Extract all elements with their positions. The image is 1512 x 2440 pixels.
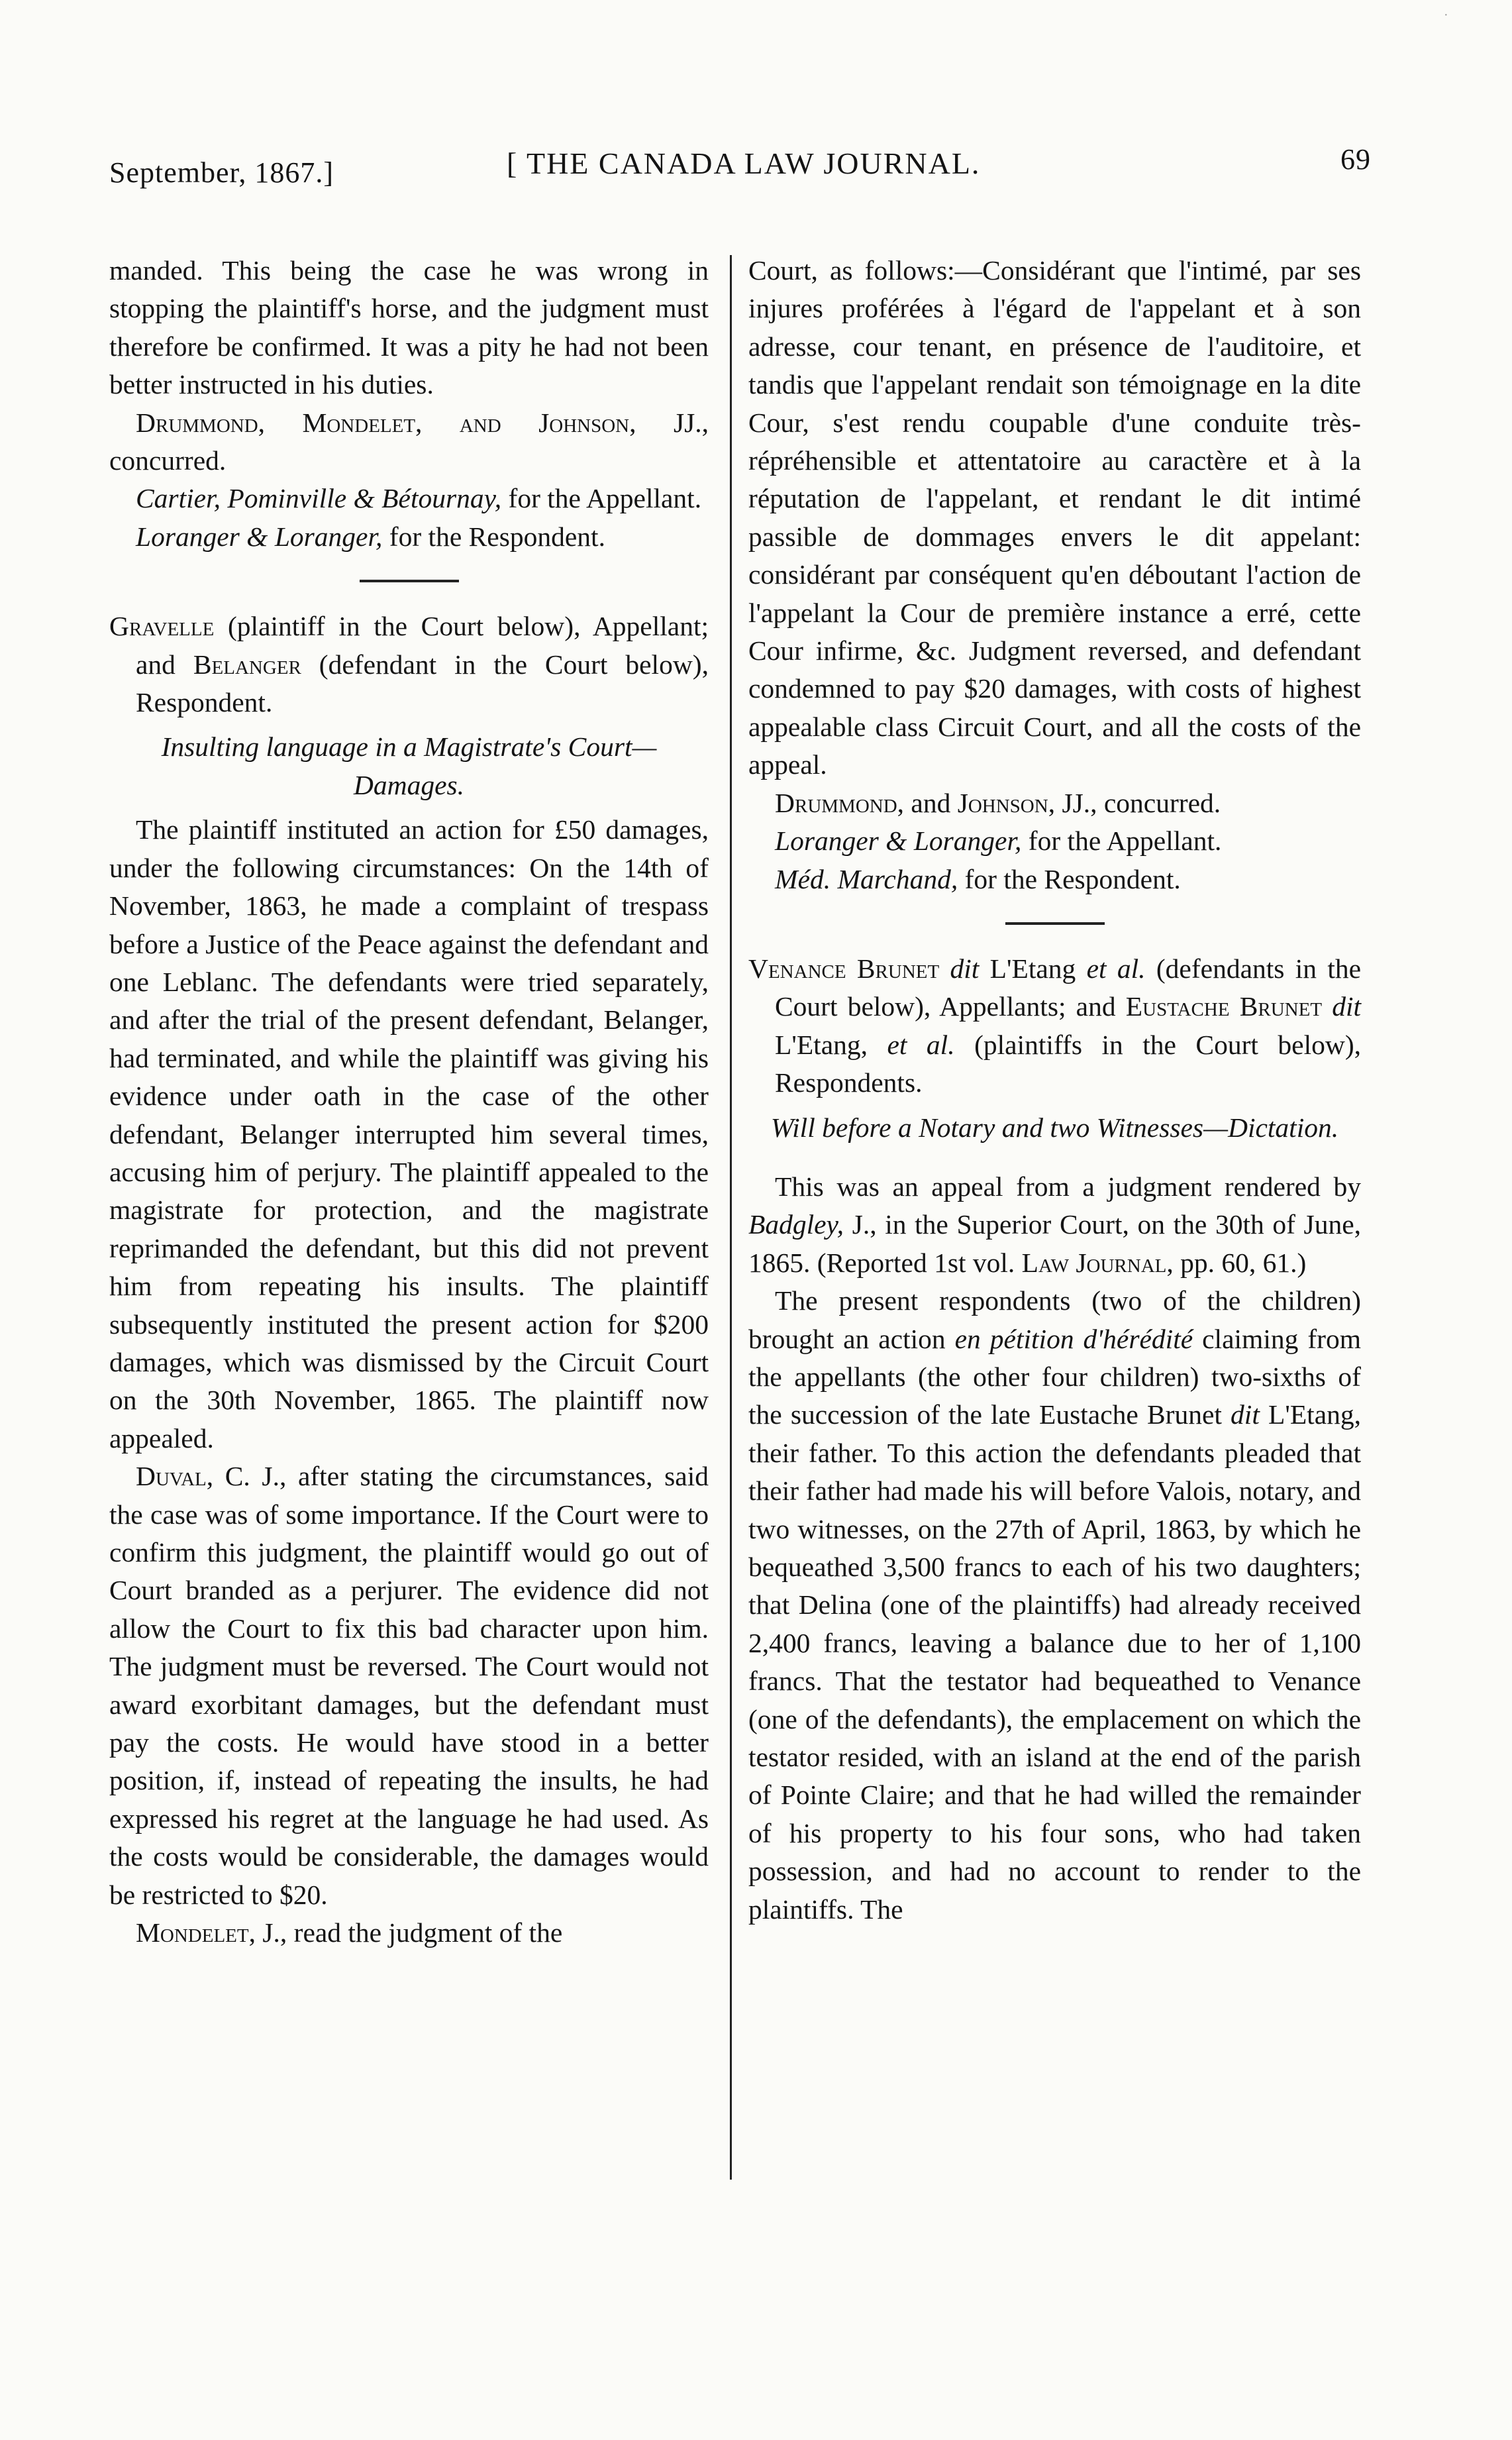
left-concurrence xyxy=(109,404,709,480)
right-case-title: Will before a Notary and two Witnesses—Dictation. xyxy=(770,1112,1339,1143)
left-case-parties xyxy=(109,608,709,721)
paragraph-2-text-c: pp. 60, 61.) xyxy=(1180,1247,1307,1278)
right-concurrence xyxy=(748,784,1361,822)
justice-name: Mondelet, xyxy=(136,1917,256,1948)
paragraph-3-text: after stating the circumstances, said the case was of some importance. If the Court were to confirm this judgment, the plaintiff would go out of Court branded as a perjurer. The evidence did not allow the Court to fix this bad character upon him. The judgment must be reversed. The Court would not award exorbitant damages, but the defendant must pay the costs. He would have stood in a better position, if, instead of repeating the insults, he had expressed his regret at the language he had used. As the costs would be considerable, the damages would be restricted to $20. xyxy=(109,1461,709,1910)
concurrence-text: JJ., concurred. xyxy=(1062,787,1221,818)
right-case-parties xyxy=(748,950,1361,1102)
appellant-counsel-names: Cartier, Pominville & Bétournay, xyxy=(136,483,502,514)
judges-names: Drummond, Mondelet, and Johnson, JJ., xyxy=(136,407,709,438)
section-rule xyxy=(1005,922,1105,925)
appellant-name: Gravelle xyxy=(109,611,215,642)
dit-word: dit xyxy=(1231,1399,1260,1430)
appellant-counsel-text: for the Appellant. xyxy=(1028,825,1222,857)
respondent-description: (defendant in the Court below), Respondent. xyxy=(136,649,709,718)
right-paragraph-2 xyxy=(748,1168,1361,1282)
appellant-surname: L'Etang xyxy=(989,953,1076,984)
paragraph-3-text-a: The present respondents (two of the children) brought an action xyxy=(748,1285,1361,1354)
paragraph-3-text-b: claiming from the appellants (the other four children) two-sixths of the succession of the late Eustache Brunet xyxy=(748,1323,1362,1430)
right-paragraph-1: Court, as follows:—Considérant que l'intimé, par ses injures proférées à l'égard de l'appelant et à son adresse, cour tenant, en présence de l'auditoire, et tandis que l'appelant rendait son témoignage en la dite Cour, s'est rendu coupable d'une conduite très-répréhensible et attentatoire au caractère et à la réputation de l'appelant, et rendant le dit intimé passible de dommages envers le dit appelant: considérant par conséquent qu'en déboutant l'action de l'appelant la Cour de première instance a erré, cette Cour infirme, &c. Judgment reversed, and defendant condemned to pay $20 damages, with costs of highest appealable class Circuit Court, and all the costs of the appeal. xyxy=(748,255,1361,780)
scan-mark: · xyxy=(1444,8,1448,23)
respondent-counsel-text: for the Respondent. xyxy=(389,521,605,552)
et-al: et al. xyxy=(1086,953,1146,984)
dit-word: dit xyxy=(950,953,980,984)
left-column xyxy=(109,252,709,1952)
paragraph-2-text-a: This was an appeal from a judgment rendered by xyxy=(775,1171,1361,1202)
left-appellant-counsel xyxy=(109,480,709,517)
respondent-counsel-names: Loranger & Loranger, xyxy=(136,521,383,552)
judge-name: Badgley, xyxy=(748,1209,844,1240)
right-column xyxy=(748,252,1361,1929)
right-appellant-counsel xyxy=(748,822,1361,860)
left-paragraph-2: The plaintiff instituted an action for £50 damages, under the following circumstances: On the 14th of November, 1863, he made a complaint of trespass before a Justice of the Peace against the defendant and one Leblanc. The defendants were tried separately, and after the trial of the present defendant, Belanger, had terminated, and while the plaintiff was giving his evidence under oath in the case of the other defendant, Belanger interrupted him several times, accusing him of perjury. The plaintiff appealed to the magistrate for protection, and the magistrate reprimanded the defendant, but this did not prevent him from repeating his insults. The plaintiff subsequently instituted the present action for $200 damages, which was dismissed by the Circuit Court on the 30th November, 1865. The plaintiff now appealed. xyxy=(109,814,709,1454)
section-rule xyxy=(360,580,459,582)
appellant-description: (plaintiff in the Court below), Appellant; and xyxy=(136,611,709,680)
chief-justice-name: Duval, C. J., xyxy=(136,1461,287,1492)
left-case-title: Insulting language in a Magistrate's Court—Damages. xyxy=(161,731,657,800)
respondent-counsel-text: for the Respondent. xyxy=(964,863,1181,894)
respondent-name: Eustache Brunet xyxy=(1125,991,1323,1022)
appellant-description: (defendants in the Court below), Appellants; and xyxy=(775,953,1362,1022)
respondent-description: (plaintiffs in the Court below), Respondents. xyxy=(775,1029,1362,1098)
judge-name-1: Drummond, xyxy=(775,787,905,818)
journal-reference: Law Journal, xyxy=(1021,1247,1174,1278)
paragraph-4-text: J., read the judgment of the xyxy=(262,1917,563,1948)
concurrence-and: and xyxy=(911,787,951,818)
column-divider xyxy=(730,255,732,2180)
concurrence-text: concurred. xyxy=(109,445,227,476)
appellant-counsel-names: Loranger & Loranger, xyxy=(775,825,1022,857)
et-al: et al. xyxy=(887,1029,955,1060)
paragraph-3-text-c: L'Etang, their father. To this action the defendants pleaded that their father had made his will before Valois, notary, and two witnesses, on the 27th of April, 1863, by which he bequeathed 3,500 francs to each of his two daughters; that Delina (one of the plaintiffs) had already received 2,400 francs, leaving a balance due to her of 1,100 francs. That the testator had bequeathed to Venance (one of the defendants), the emplacement on which the testator resided, with an island at the end of the parish of Pointe Claire; and that he had willed the remainder of his property to his four sons, who had taken possession, and had no account to render to the plaintiffs. The xyxy=(748,1399,1362,1925)
appellant-name: Venance Brunet xyxy=(748,953,940,984)
left-respondent-counsel xyxy=(109,518,709,556)
page-number: 69 xyxy=(1340,143,1371,176)
header-date: September, 1867.] xyxy=(109,156,334,189)
header-journal-title: [ THE CANADA LAW JOURNAL. xyxy=(507,146,981,180)
paragraph-2-text-b: J., in the Superior Court, on the 30th of June, 1865. (Reported 1st vol. xyxy=(748,1209,1361,1278)
judge-name-2: Johnson, xyxy=(957,787,1056,818)
respondent-counsel-names: Méd. Marchand, xyxy=(775,863,958,894)
right-respondent-counsel xyxy=(748,861,1361,898)
respondent-surname: L'Etang, xyxy=(775,1029,868,1060)
legal-term: en pétition d'hérédité xyxy=(954,1323,1193,1354)
page-header xyxy=(109,136,1371,195)
left-paragraph-1: manded. This being the case he was wrong in stopping the plaintiff's horse, and the judgment must therefore be confirmed. It was a pity he had not been better instructed in his duties. xyxy=(109,255,709,400)
appellant-counsel-text: for the Appellant. xyxy=(508,483,702,514)
right-paragraph-3 xyxy=(748,1282,1361,1929)
left-paragraph-4 xyxy=(109,1914,709,1952)
respondent-name: Belanger xyxy=(193,649,301,680)
left-paragraph-3 xyxy=(109,1458,709,1914)
dit-word: dit xyxy=(1332,991,1362,1022)
